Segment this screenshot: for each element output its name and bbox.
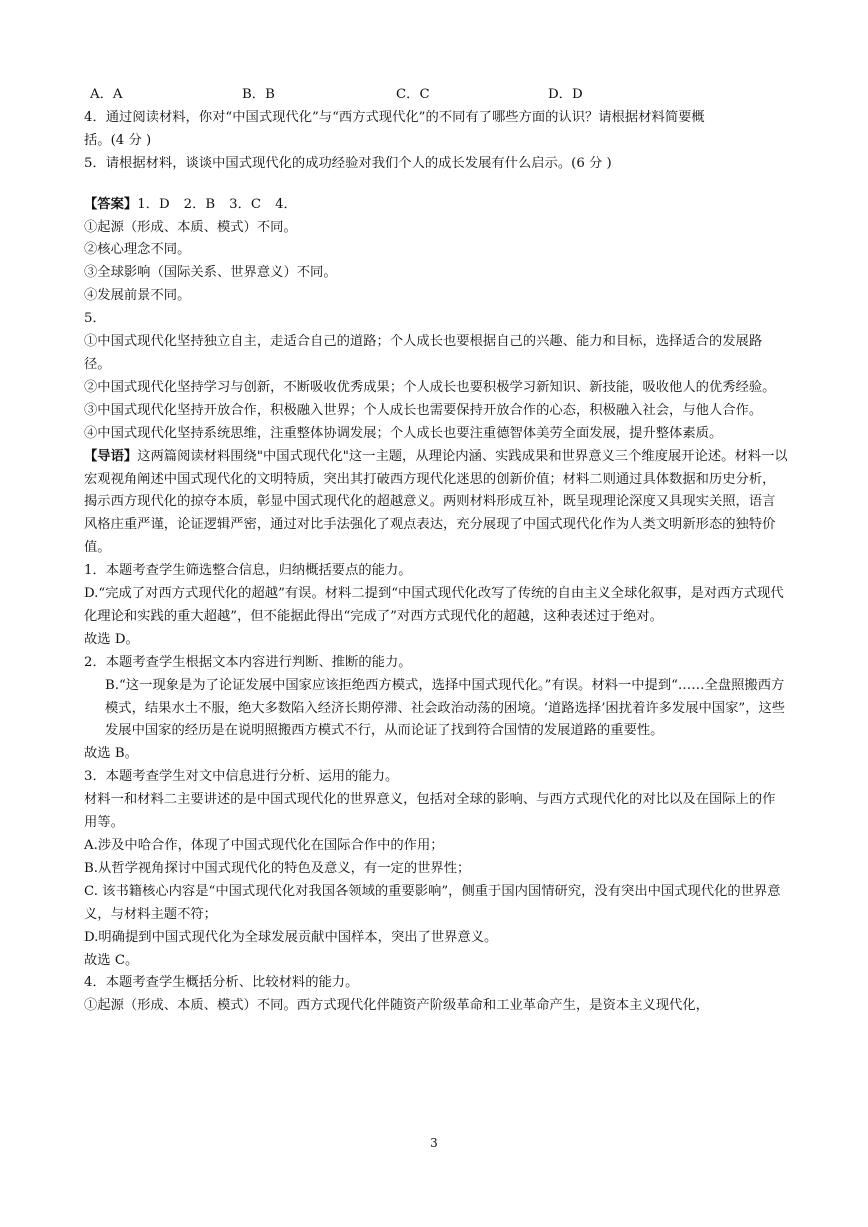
option-b: B．B bbox=[242, 87, 275, 102]
guide-text: 这两篇阅读材料围绕"中国式现代化"这一主题，从理论内涵、实践成果和世界意义三个维度展开论述。材料一以宏观视角阐述中国式现代化的文明特质，突出其打破西方现代化迷思的创新价值；材料二则通过具体数据和历史分析，揭示西方现代化的掠夺本质，彰显中国式现代化的超越意义。两则材料形成互补，既呈现理论深度又具现实关照，语言风格庄重严谨，论证逻辑严密，通过对比手法强化了观点表达，充分展现了中国式现代化作为人类文明新形态的独特价值。 bbox=[84, 448, 788, 556]
page-content bbox=[84, 84, 788, 1018]
page-number: 3 bbox=[430, 1136, 438, 1150]
option-c: C．C bbox=[396, 87, 430, 102]
analysis-q3-choice: 故选 C。 bbox=[84, 952, 139, 968]
analysis-q3-option-c: C. 该书籍核心内容是“中国式现代化对我国各领域的重要影响”，侧重于国内国情研究，没有突出中国式现代化的世界意义，与材料主题不符； bbox=[84, 883, 781, 922]
analysis-q3-intro: 3．本题考查学生对文中信息进行分析、运用的能力。 bbox=[84, 769, 399, 785]
question-4-line-1: 4．通过阅读材料，你对“中国式现代化”与“西方式现代化”的不同有了哪些方面的认识？请根据材料简要概 bbox=[84, 109, 705, 125]
analysis-q1-intro: 1．本题考查学生筛选整合信息，归纳概括要点的能力。 bbox=[84, 563, 412, 579]
analysis-q4-intro: 4．本题考查学生概括分析、比较材料的能力。 bbox=[84, 975, 359, 991]
answer-q5-point: ①中国式现代化坚持独立自主，走适合自己的道路；个人成长也要根据自己的兴趣、能力和目标，选择适合的发展路径。 bbox=[84, 334, 763, 372]
answer-q5-point: ③中国式现代化坚持开放合作，积极融入世界；个人成长也需要保持开放合作的心态，积极融入社会，与他人合作。 bbox=[84, 402, 763, 418]
spacer bbox=[84, 176, 788, 194]
analysis-q2-option-b: B.“这一现象是为了论证发展中国家应该拒绝西方模式，选择中国式现代化。”有误。材料一中提到“……全盘照搬西方模式，结果水土不服，绝大多数陷入经济长期停滞、社会政治动荡的困境。‘道路选择’困扰着许多发展中国家”，这些发展中国家的经历是在说明照搬西方模式不行，从而论证了找到符合国情的发展道路的重要性。 bbox=[105, 677, 786, 739]
analysis-q3-option-a: A.涉及中哈合作，体现了中国式现代化在国际合作中的作用； bbox=[84, 838, 444, 853]
question-5: 5．请根据材料，谈谈中国式现代化的成功经验对我们个人的成长发展有什么启示。(6 分 ) bbox=[84, 155, 612, 171]
answer-summary bbox=[84, 194, 788, 217]
option-a: A．A bbox=[90, 87, 123, 102]
choice-options-row bbox=[84, 84, 788, 107]
analysis-q3-option-d: D.明确提到中国式现代化为全球发展贡献中国样本，突出了世界意义。 bbox=[84, 929, 498, 945]
option-d: D．D bbox=[548, 87, 583, 102]
question-4-line-2: 括。(4 分 ) bbox=[84, 132, 152, 148]
answer-q4-point: ①起源（形成、本质、模式）不同。 bbox=[84, 219, 297, 235]
answer-q5-point: ④中国式现代化坚持系统思维，注重整体协调发展；个人成长也要注重德智体美劳全面发展，提升整体素质。 bbox=[84, 425, 723, 441]
answer-item: 3．C bbox=[229, 196, 262, 212]
answer-q5-point: ②中国式现代化坚持学习与创新，不断吸收优秀成果；个人成长也要积极学习新知识、新技能，吸收他人的优秀经验。 bbox=[84, 379, 776, 395]
guide-tag: 【导语】 bbox=[84, 448, 138, 464]
analysis-q2-choice: 故选 B。 bbox=[84, 746, 138, 762]
answer-item: 2．B bbox=[183, 196, 216, 212]
answer-item: 1．D bbox=[137, 196, 170, 212]
analysis-q1-option-d: D.“完成了对西方式现代化的超越”有误。材料二提到“中国式现代化改写了传统的自由主义全球化叙事，是对西方式现代化理论和实践的重大超越”，但不能据此得出“完成了”对西方式现代化的超越，这种表述过于绝对。 bbox=[84, 586, 784, 624]
analysis-q4-point-1: ①起源（形成、本质、模式）不同。西方式现代化伴随资产阶级革命和工业革命产生，是资本主义现代化， bbox=[84, 998, 709, 1014]
analysis-q3-summary: 材料一和材料二主要讲述的是中国式现代化的世界意义，包括对全球的影响、与西方式现代化的对比以及在国际上的作用等。 bbox=[84, 792, 776, 831]
answer-q4-point: ④发展前景不同。 bbox=[84, 288, 191, 304]
answer-item: 4． bbox=[275, 196, 297, 212]
guide-paragraph bbox=[84, 446, 788, 561]
analysis-q2-intro: 2．本题考查学生根据文本内容进行判断、推断的能力。 bbox=[84, 654, 412, 670]
answer-q4-point: ③全球影响（国际关系、世界意义）不同。 bbox=[84, 265, 337, 281]
analysis-q1-choice: 故选 D。 bbox=[84, 631, 139, 647]
analysis-q3-option-b: B.从哲学视角探讨中国式现代化的特色及意义，有一定的世界性； bbox=[84, 860, 471, 876]
answer-tag: 【答案】 bbox=[84, 196, 138, 212]
answer-q4-point: ②核心理念不同。 bbox=[84, 242, 191, 258]
answer-q5-label: 5． bbox=[84, 311, 106, 327]
